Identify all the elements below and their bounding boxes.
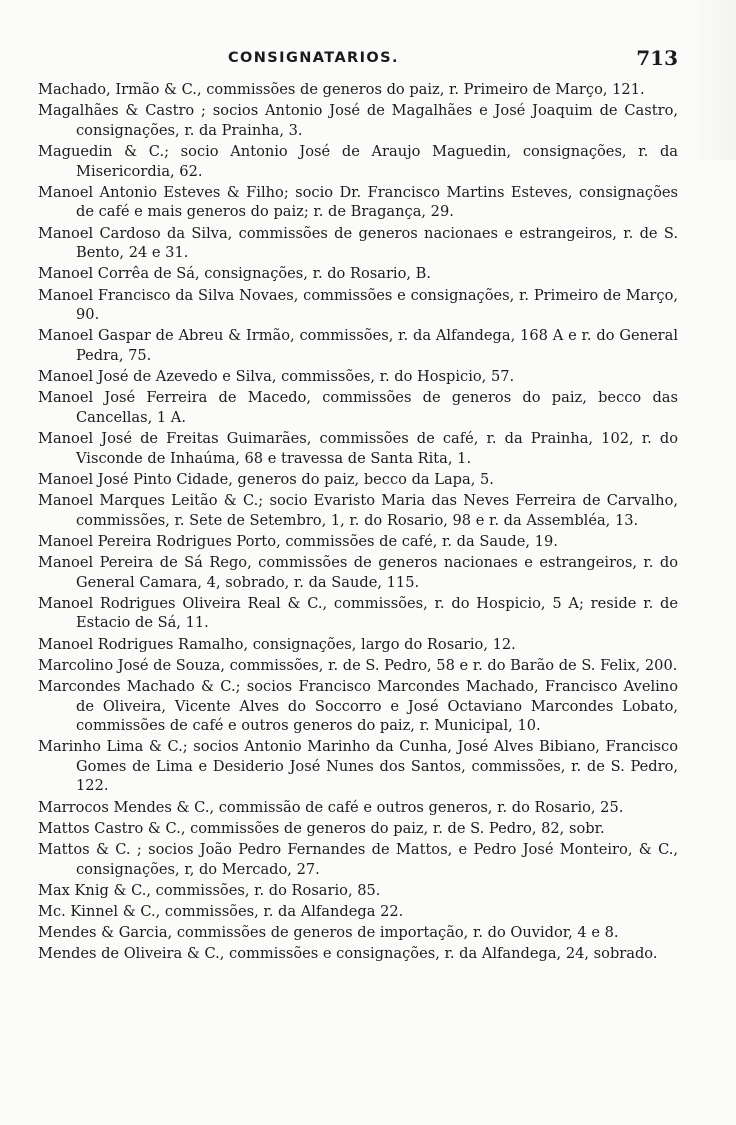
- directory-entry: Manoel Cardoso da Silva, commissões de generos nacionaes e estrangeiros, r. de S. Bento, 24 e 31.: [38, 224, 678, 262]
- page-number: 713: [636, 46, 678, 70]
- directory-entry: Mendes de Oliveira & C., commissões e consignações, r. da Alfandega, 24, sobrado.: [38, 945, 658, 963]
- directory-entry: Manoel José Ferreira de Macedo, commissões de generos do paiz, becco das Cancellas, 1 A.: [38, 389, 678, 426]
- directory-entry: Manoel Francisco da Silva Novaes, commissões e consignações, r. Primeiro de Março, 90.: [38, 286, 678, 324]
- directory-entry: Maguedin & C.; socio Antonio José de Araujo Maguedin, consignações, r. da Misericordia, 62.: [38, 142, 678, 180]
- directory-entry: Max Knig & C., commissões, r. do Rosario, 85.: [38, 881, 381, 899]
- directory-entry: Manoel Corrêa de Sá, consignações, r. do Rosario, B.: [38, 265, 432, 283]
- directory-entry: Manoel José de Freitas Guimarães, commissões de café, r. da Prainha, 102, r. do Visconde de Inhaúma, 68 e travessa de Santa Rita, 1.: [38, 430, 678, 467]
- directory-entry: Manoel Pereira Rodrigues Porto, commissões de café, r. da Saude, 19.: [38, 532, 558, 550]
- directory-entry: Marinho Lima & C.; socios Antonio Marinho da Cunha, José Alves Bibiano, Francisco Gomes de Lima e Desiderio José Nunes dos Santos, commissões, r. de S. Pedro, 122.: [38, 738, 678, 795]
- page-header: [0, 44, 736, 74]
- directory-entry: Mc. Kinnel & C., commissões, r. da Alfandega 22.: [38, 903, 404, 920]
- directory-entry: Marcolino José de Souza, commissões, r. de S. Pedro, 58 e r. do Barão de S. Felix, 200.: [38, 656, 678, 674]
- directory-entry: Manoel Rodrigues Oliveira Real & C., commissões, r. do Hospicio, 5 A; reside r. de Estacio de Sá, 11.: [38, 594, 678, 632]
- directory-entry: Magalhães & Castro ; socios Antonio José de Magalhães e José Joaquim de Castro, consignações, r. da Prainha, 3.: [38, 102, 678, 139]
- directory-entry: Mendes & Garcia, commissões de generos de importação, r. do Ouvidor, 4 e 8.: [38, 924, 619, 942]
- directory-entry: Machado, Irmão & C., commissões de generos do paiz, r. Primeiro de Março, 121.: [38, 81, 645, 98]
- directory-entry: Manoel José Pinto Cidade, generos do paiz, becco da Lapa, 5.: [38, 470, 494, 488]
- directory-entry: Marcondes Machado & C.; socios Francisco Marcondes Machado, Francisco Avelino de Oliveira, Vicente Alves do Soccorro e José Octaviano Marcondes Lobato, commissões de café e outros generos do paiz, r. Municipal, 10.: [38, 677, 678, 735]
- directory-entry: Marrocos Mendes & C., commissão de café e outros generos, r. do Rosario, 25.: [38, 798, 624, 816]
- directory-entry: Manoel José de Azevedo e Silva, commissões, r. do Hospicio, 57.: [38, 368, 515, 386]
- directory-entry: Manoel Antonio Esteves & Filho; socio Dr. Francisco Martins Esteves, consignações de café e mais generos do paiz; r. de Bragança, 29.: [38, 183, 678, 221]
- running-title: CONSIGNATARIOS.: [228, 50, 399, 66]
- directory-entry: Manoel Rodrigues Ramalho, consignações, largo do Rosario, 12.: [38, 635, 516, 653]
- directory-entry-list: [38, 80, 678, 964]
- directory-entry: Mattos & C. ; socios João Pedro Fernandes de Mattos, e Pedro José Monteiro, & C., consignações, r, do Mercado, 27.: [38, 841, 678, 878]
- directory-entry: Manoel Gaspar de Abreu & Irmão, commissões, r. da Alfandega, 168 A e r. do General Pedra, 75.: [38, 327, 678, 364]
- directory-entry: Manoel Marques Leitão & C.; socio Evaristo Maria das Neves Ferreira de Carvalho, commissões, r. Sete de Setembro, 1, r. do Rosario, 98 e r. da Assembléa, 13.: [38, 492, 678, 529]
- directory-entry: Mattos Castro & C., commissões de generos do paiz, r. de S. Pedro, 82, sobr.: [38, 819, 605, 837]
- directory-entry: Manoel Pereira de Sá Rego, commissões de generos nacionaes e estrangeiros, r. do General Camara, 4, sobrado, r. da Saude, 115.: [38, 553, 678, 591]
- scan-edge-shadow: [688, 0, 736, 160]
